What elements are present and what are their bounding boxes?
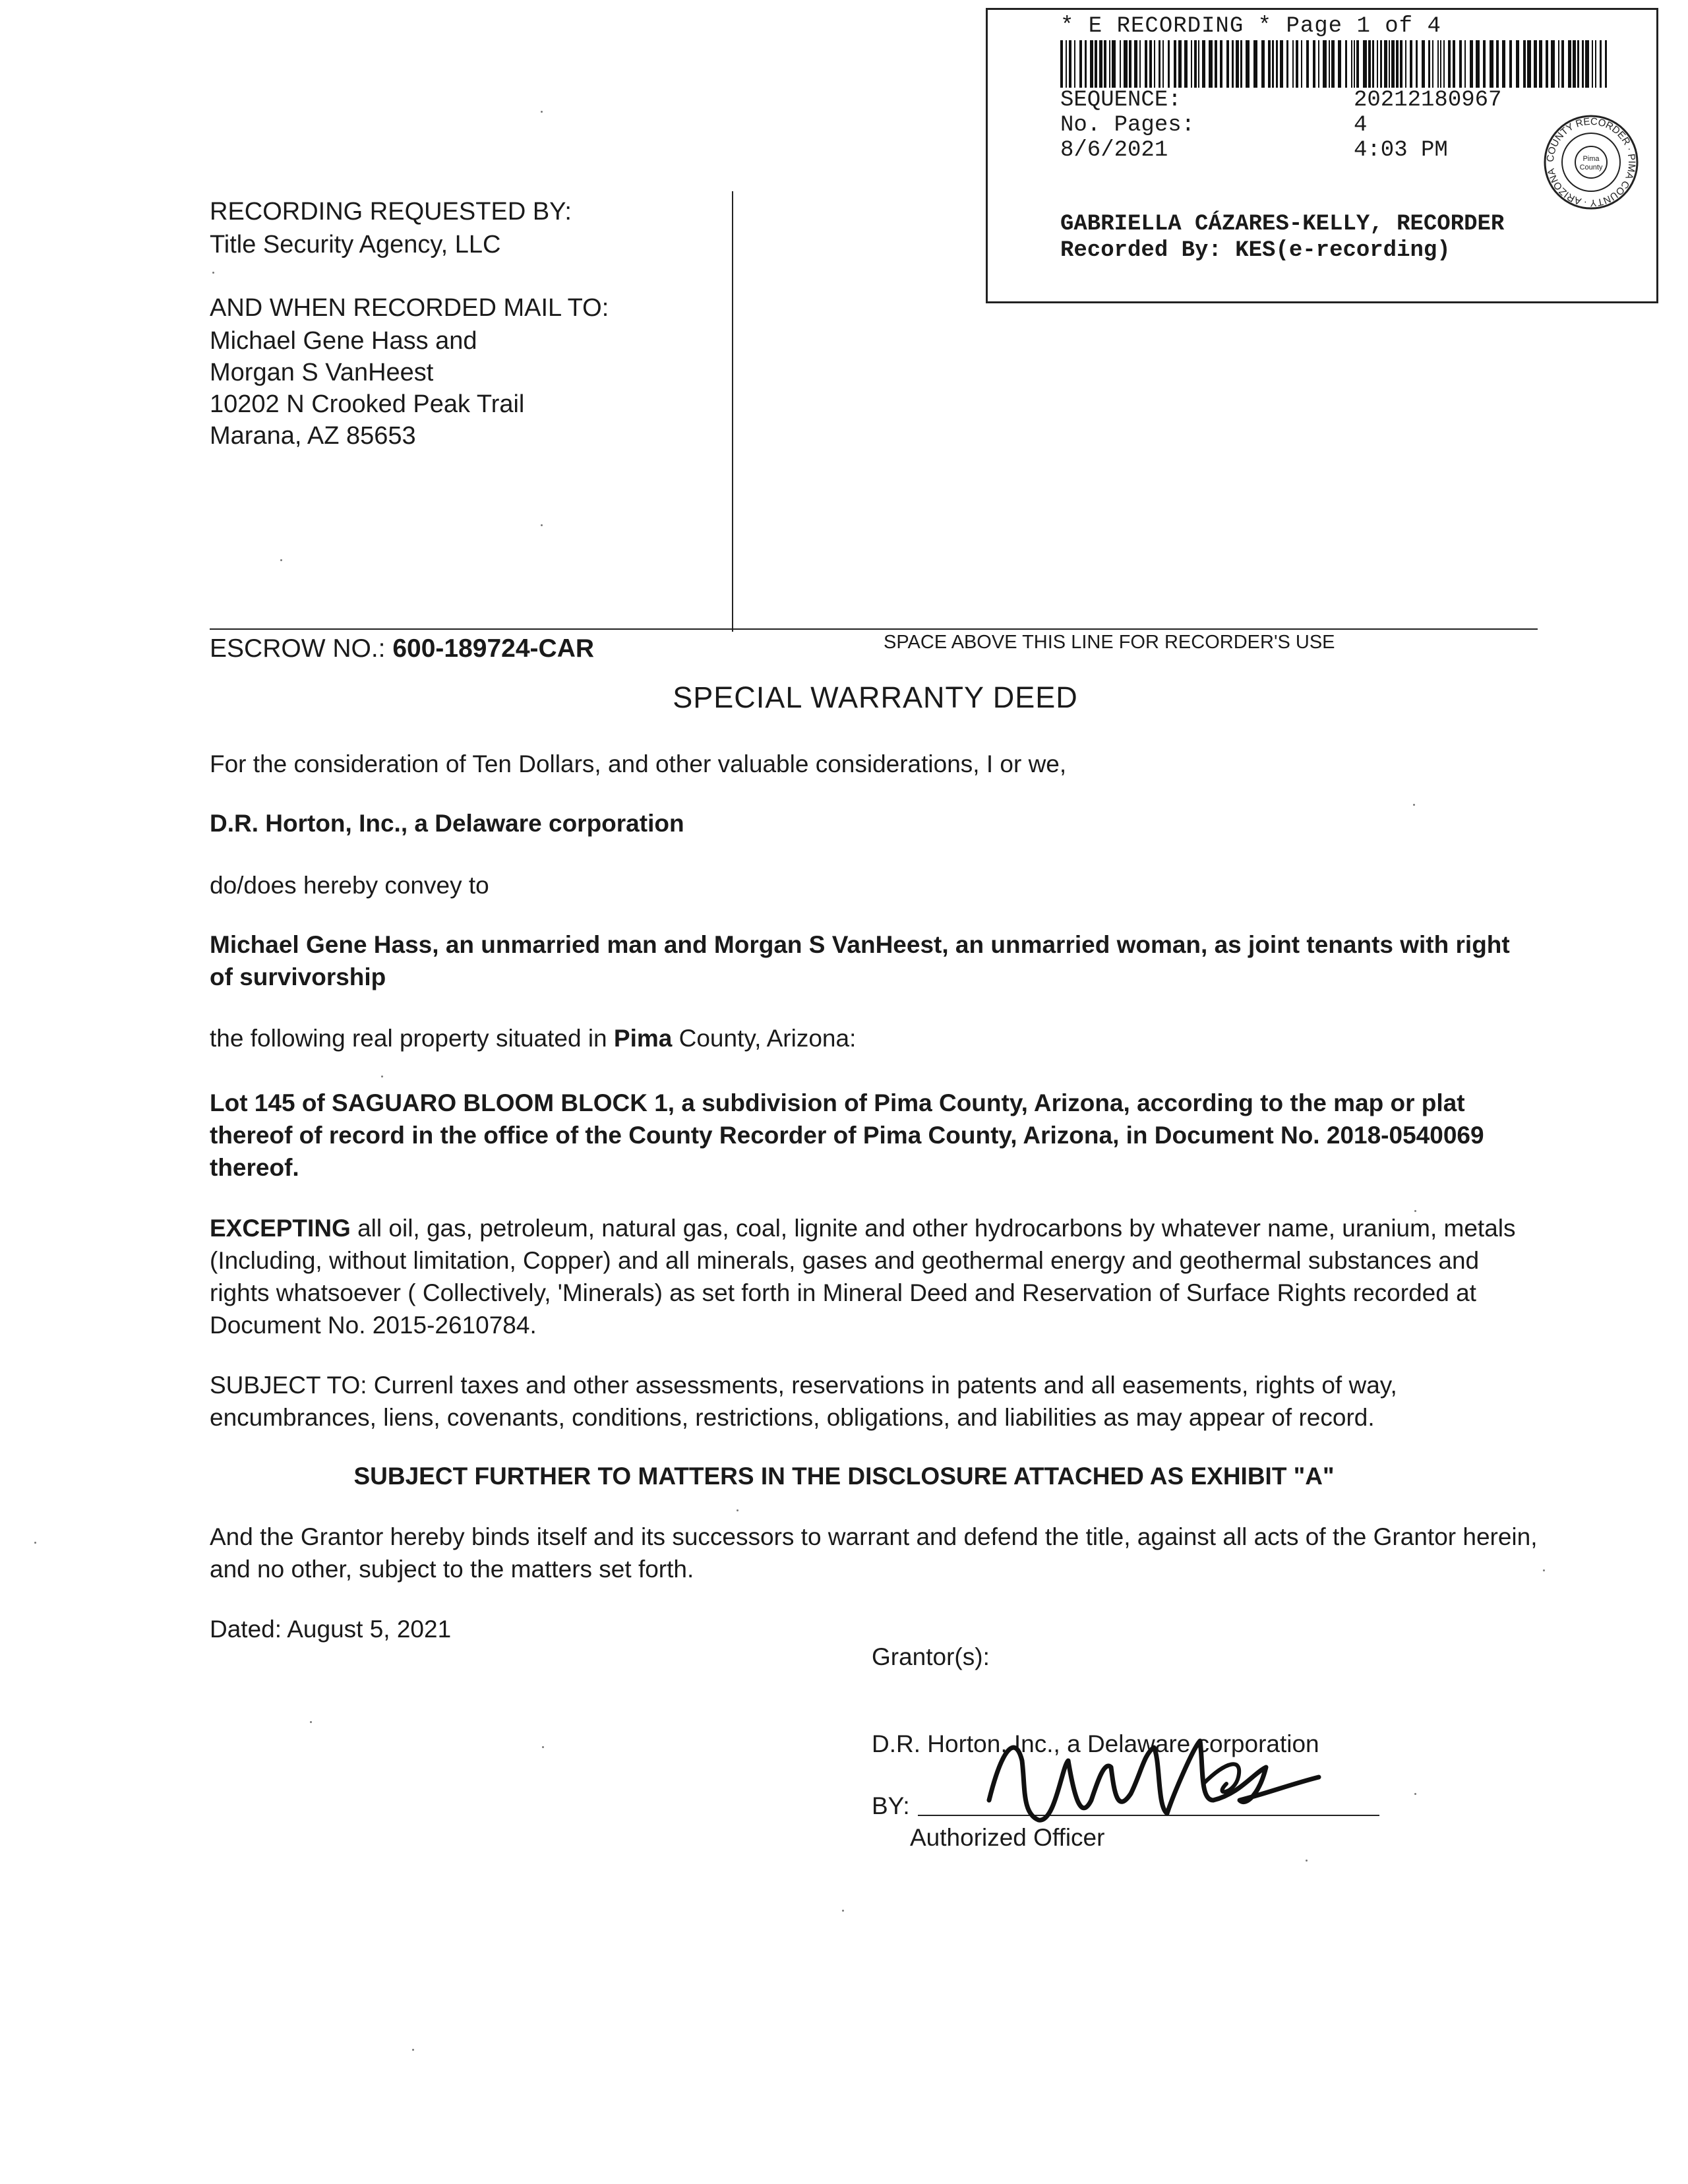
- barcode-bar: [1354, 40, 1355, 88]
- barcode-bar: [1313, 40, 1315, 88]
- barcode-bar: [1577, 40, 1579, 88]
- barcode-bar: [1253, 40, 1257, 88]
- subject-to-clause: SUBJECT TO: Currenl taxes and other assessments, reservations in patents and all easements, rights of way, encumbrances, liens, covenants, conditions, restrictions, obligations, and liabilities as may appear of record.: [210, 1372, 1397, 1431]
- barcode-bar: [1582, 40, 1584, 88]
- barcode-bar: [1074, 40, 1075, 88]
- barcode-bar: [1120, 40, 1121, 88]
- barcode-bar: [1159, 40, 1160, 88]
- barcode-bar: [1476, 40, 1480, 88]
- recording-requested-by: Title Security Agency, LLC: [210, 231, 501, 258]
- barcode-bar: [1551, 40, 1555, 88]
- by-label: BY:: [872, 1792, 910, 1819]
- barcode-bar: [1405, 40, 1406, 88]
- barcode-bar: [1539, 40, 1542, 88]
- property-county: Pima: [613, 1025, 673, 1052]
- barcode: [1060, 40, 1611, 88]
- barcode-bar: [1280, 40, 1283, 88]
- mail-line: 10202 N Crooked Peak Trail: [210, 390, 525, 418]
- escrow-value: 600-189724-CAR: [392, 634, 595, 663]
- barcode-bar: [1112, 40, 1116, 88]
- barcode-bar: [1391, 40, 1395, 88]
- barcode-bar: [1389, 40, 1390, 88]
- barcode-bar: [1440, 40, 1441, 88]
- convey-clause: do/does hereby convey to: [210, 872, 489, 899]
- barcode-bar: [1296, 40, 1298, 88]
- barcode-bar: [1496, 40, 1499, 88]
- barcode-bar: [1443, 40, 1445, 88]
- barcode-bar: [1573, 40, 1576, 88]
- barcode-bar: [1066, 40, 1067, 88]
- barcode-bar: [1483, 40, 1486, 88]
- barcode-bar: [1592, 40, 1593, 88]
- barcode-bar: [1079, 40, 1082, 88]
- barcode-bar: [1410, 40, 1412, 88]
- recorder-use-note: SPACE ABOVE THIS LINE FOR RECORDER'S USE: [884, 632, 1335, 653]
- barcode-bar: [1145, 40, 1147, 88]
- pages-label: No. Pages:: [1060, 113, 1195, 138]
- barcode-bar: [1134, 40, 1137, 88]
- barcode-bar: [1432, 40, 1433, 88]
- barcode-bar: [1104, 40, 1106, 88]
- barcode-bar: [1527, 40, 1531, 88]
- record-date: 8/6/2021: [1060, 138, 1168, 163]
- barcode-bar: [1372, 40, 1374, 88]
- barcode-bar: [1168, 40, 1170, 88]
- barcode-bar: [1428, 40, 1430, 88]
- barcode-bar: [1396, 40, 1399, 88]
- barcode-bar: [1422, 40, 1425, 88]
- escrow-label: ESCROW NO.:: [210, 634, 386, 663]
- barcode-bar: [1178, 40, 1182, 88]
- recorder-name: GABRIELLA CÁZARES-KELLY, RECORDER: [1060, 212, 1505, 237]
- barcode-bar: [1561, 40, 1564, 88]
- barcode-bar: [1060, 40, 1063, 88]
- barcode-bar: [1090, 40, 1093, 88]
- barcode-bar: [1149, 40, 1152, 88]
- barcode-bar: [1509, 40, 1512, 88]
- barcode-bar: [1085, 40, 1087, 88]
- barcode-bar: [1490, 40, 1493, 88]
- barcode-bar: [1099, 40, 1102, 88]
- svg-text:Pima: Pima: [1582, 155, 1600, 163]
- barcode-bar: [1502, 40, 1505, 88]
- pages-value: 4: [1354, 113, 1368, 138]
- barcode-bar: [1139, 40, 1141, 88]
- grantee-names: Michael Gene Hass, an unmarried man and Morgan S VanHeest, an unmarried woman, as joint tenants with right of survivorship: [210, 931, 1510, 990]
- barcode-bar: [1351, 40, 1352, 88]
- vertical-divider: [732, 191, 733, 632]
- barcode-bar: [1095, 40, 1097, 88]
- barcode-bar: [1595, 40, 1596, 88]
- barcode-bar: [1268, 40, 1271, 88]
- recording-requested-label: RECORDING REQUESTED BY:: [210, 198, 572, 226]
- authorized-officer-label: Authorized Officer: [910, 1824, 1105, 1851]
- barcode-bar: [1276, 40, 1278, 88]
- legal-description: Lot 145 of SAGUARO BLOOM BLOCK 1, a subdivision of Pima County, Arizona, according to the map or plat thereof of record in the office of the County Recorder of Pima County, Arizona, in Document No. 2018-0540069 thereof.: [210, 1089, 1484, 1181]
- horizontal-divider: [210, 628, 1538, 630]
- property-intro-start: the following real property situated in: [210, 1025, 614, 1052]
- escrow-number: [210, 634, 594, 663]
- barcode-bar: [1226, 40, 1229, 88]
- barcode-bar: [1124, 40, 1128, 88]
- svg-text:County: County: [1579, 164, 1603, 171]
- barcode-bar: [1318, 40, 1319, 88]
- barcode-bar: [1261, 40, 1265, 88]
- barcode-bar: [1184, 40, 1188, 88]
- barcode-bar: [1194, 40, 1197, 88]
- barcode-bar: [1154, 40, 1155, 88]
- barcode-bar: [1523, 40, 1526, 88]
- mail-to-label: AND WHEN RECORDED MAIL TO:: [210, 294, 609, 322]
- sequence-label: SEQUENCE:: [1060, 88, 1182, 113]
- barcode-bar: [1377, 40, 1378, 88]
- barcode-bar: [1516, 40, 1519, 88]
- warranty-clause: And the Grantor hereby binds itself and its successors to warrant and defend the title, against all acts of the Grantor herein, and no other, subject to the matters set forth.: [210, 1523, 1538, 1583]
- barcode-bar: [1323, 40, 1327, 88]
- barcode-bar: [1232, 40, 1234, 88]
- page-title: SPECIAL WARRANTY DEED: [673, 681, 1078, 714]
- barcode-bar: [1306, 40, 1309, 88]
- consideration-clause: For the consideration of Ten Dollars, and other valuable considerations, I or we,: [210, 750, 1067, 777]
- sequence-value: 20212180967: [1354, 88, 1502, 113]
- subject-further-clause: SUBJECT FURTHER TO MATTERS IN THE DISCLOSURE ATTACHED AS EXHIBIT "A": [353, 1463, 1335, 1490]
- barcode-bar: [1356, 40, 1359, 88]
- barcode-bar: [1384, 40, 1387, 88]
- barcode-bar: [1240, 40, 1242, 88]
- dated-line: Dated: August 5, 2021: [210, 1616, 452, 1643]
- barcode-bar: [1345, 40, 1347, 88]
- barcode-bar: [1338, 40, 1341, 88]
- barcode-bar: [1534, 40, 1537, 88]
- barcode-bar: [1568, 40, 1571, 88]
- barcode-bar: [1236, 40, 1239, 88]
- barcode-bar: [1585, 40, 1589, 88]
- barcode-bar: [1331, 40, 1335, 88]
- barcode-bar: [1453, 40, 1455, 88]
- barcode-bar: [1546, 40, 1548, 88]
- barcode-bar: [1162, 40, 1164, 88]
- barcode-bar: [1605, 40, 1607, 88]
- barcode-bar: [1416, 40, 1418, 88]
- barcode-bar: [1600, 40, 1602, 88]
- barcode-bar: [1069, 40, 1071, 88]
- barcode-bar: [1437, 40, 1439, 88]
- barcode-bar: [1209, 40, 1213, 88]
- record-time: 4:03 PM: [1354, 138, 1448, 163]
- barcode-bar: [1220, 40, 1222, 88]
- property-intro: [210, 1022, 1555, 1054]
- barcode-bar: [1459, 40, 1462, 88]
- barcode-bar: [1215, 40, 1217, 88]
- barcode-bar: [1174, 40, 1176, 88]
- barcode-bar: [1329, 40, 1330, 88]
- barcode-bar: [1558, 40, 1559, 88]
- handwritten-signature: [976, 1721, 1345, 1833]
- barcode-bar: [1448, 40, 1451, 88]
- barcode-bar: [1129, 40, 1131, 88]
- barcode-bar: [1470, 40, 1473, 88]
- excepting-text: all oil, gas, petroleum, natural gas, coal, lignite and other hydrocarbons by whatever name, uranium, metals (Including, without limitation, Copper) and all minerals, gases and geothermal energy and geothermal substances and rights whatsoever ( Collectively, 'Minerals) as set forth in Mineral Deed and Reservation of Surface Rights recorded at Document No. 2015-2610784.: [210, 1215, 1516, 1339]
- recorded-by: Recorded By: KES(e-recording): [1060, 238, 1451, 263]
- barcode-bar: [1368, 40, 1371, 88]
- barcode-bar: [1202, 40, 1205, 88]
- stamp-header: * E RECORDING * Page 1 of 4: [1060, 14, 1441, 39]
- barcode-bar: [1191, 40, 1192, 88]
- barcode-bar: [1363, 40, 1367, 88]
- grantor-name: D.R. Horton, Inc., a Delaware corporation: [210, 810, 684, 837]
- barcode-bar: [1198, 40, 1199, 88]
- barcode-bar: [1286, 40, 1288, 88]
- mail-line: Morgan S VanHeest: [210, 359, 434, 386]
- excepting-clause: [210, 1212, 1542, 1341]
- barcode-bar: [1464, 40, 1466, 88]
- property-intro-end: County, Arizona:: [672, 1025, 857, 1052]
- excepting-word: EXCEPTING: [210, 1215, 351, 1242]
- barcode-bar: [1109, 40, 1110, 88]
- mail-line: Marana, AZ 85653: [210, 422, 416, 450]
- barcode-bar: [1400, 40, 1402, 88]
- grantor-entity: D.R. Horton, Inc., a Delaware corporation: [872, 1730, 1319, 1757]
- barcode-bar: [1246, 40, 1250, 88]
- grantors-label: Grantor(s):: [872, 1643, 990, 1670]
- mail-line: Michael Gene Hass and: [210, 327, 477, 355]
- barcode-bar: [1272, 40, 1274, 88]
- county-seal-icon: [1542, 113, 1641, 212]
- barcode-bar: [1380, 40, 1382, 88]
- barcode-bar: [1301, 40, 1302, 88]
- recorder-stamp: [986, 8, 1658, 303]
- svg-text:COUNTY RECORDER · PIMA COUNTY: COUNTY RECORDER · PIMA COUNTY · ARIZONA: [1544, 115, 1638, 209]
- barcode-bar: [1292, 40, 1294, 88]
